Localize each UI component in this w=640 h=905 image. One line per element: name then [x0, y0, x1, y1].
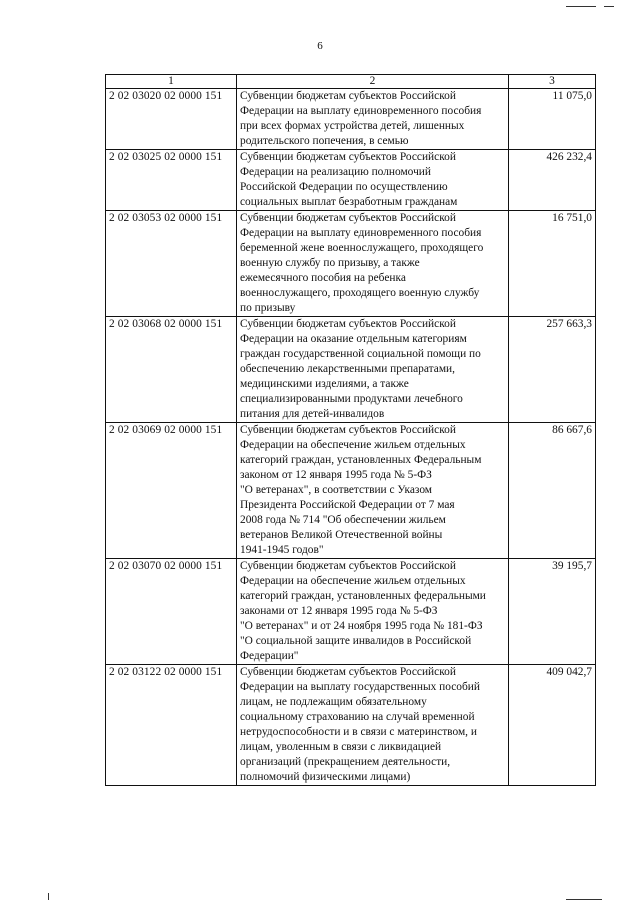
description-cell: Субвенции бюджетам субъектов Российской Федерации на выплату единовременного пособия беременной жене военнослужащего, проходящего военную службу по призыву, а также ежемесячного пособия на ребенка военнослужащего, проходящего военную службу по призыву: [237, 211, 509, 317]
column-header-description: 2: [237, 75, 509, 89]
description-cell: Субвенции бюджетам субъектов Российской Федерации на выплату государственных пособий лицам, не подлежащим обязательному социальному страхованию на случай временной нетрудоспособности и в связи с материнством, и лицам, уволенным в связи с ликвидацией организаций (прекращением деятельности, полномочий физическими лицами): [237, 665, 509, 786]
description-cell: Субвенции бюджетам субъектов Российской Федерации на выплату единовременного пособия при всех формах устройства детей, лишенных родительского попечения, в семью: [237, 89, 509, 150]
table-row: [106, 317, 596, 423]
budget-code-cell: 2 02 03069 02 0000 151: [106, 423, 237, 559]
table-row: [106, 150, 596, 211]
budget-code-cell: 2 02 03068 02 0000 151: [106, 317, 237, 423]
amount-cell: 86 667,6: [509, 423, 596, 559]
table-row: [106, 559, 596, 665]
page-number: 6: [317, 40, 323, 52]
amount-cell: 39 195,7: [509, 559, 596, 665]
column-header-code: 1: [106, 75, 237, 89]
scan-artifact-mark: [604, 6, 614, 7]
budget-code-cell: 2 02 03025 02 0000 151: [106, 150, 237, 211]
amount-cell: 409 042,7: [509, 665, 596, 786]
budget-code-cell: 2 02 03070 02 0000 151: [106, 559, 237, 665]
budget-code-cell: 2 02 03020 02 0000 151: [106, 89, 237, 150]
description-cell: Субвенции бюджетам субъектов Российской Федерации на реализацию полномочий Российской Федерации по осуществлению социальных выплат безработным гражданам: [237, 150, 509, 211]
amount-cell: 257 663,3: [509, 317, 596, 423]
amount-cell: 11 075,0: [509, 89, 596, 150]
table-row: [106, 665, 596, 786]
scan-artifact-mark: [48, 893, 49, 900]
description-cell: Субвенции бюджетам субъектов Российской Федерации на обеспечение жильем отдельных категорий граждан, установленных федеральными законами от 12 января 1995 года № 5-ФЗ "О ветеранах" и от 24 ноября 1995 года № 181-ФЗ "О социальной защите инвалидов в Российской Федерации": [237, 559, 509, 665]
table-header-row: [106, 75, 596, 89]
budget-code-cell: 2 02 03053 02 0000 151: [106, 211, 237, 317]
table-row: [106, 423, 596, 559]
scan-artifact-mark: [566, 899, 602, 900]
budget-table: [105, 74, 596, 786]
table-row: [106, 89, 596, 150]
table-row: [106, 211, 596, 317]
column-header-amount: 3: [509, 75, 596, 89]
scan-artifact-mark: [566, 6, 596, 7]
amount-cell: 16 751,0: [509, 211, 596, 317]
description-cell: Субвенции бюджетам субъектов Российской Федерации на оказание отдельным категориям граждан государственной социальной помощи по обеспечению лекарственными препаратами, медицинскими изделиями, а также специализированными продуктами лечебного питания для детей-инвалидов: [237, 317, 509, 423]
amount-cell: 426 232,4: [509, 150, 596, 211]
budget-code-cell: 2 02 03122 02 0000 151: [106, 665, 237, 786]
description-cell: Субвенции бюджетам субъектов Российской Федерации на обеспечение жильем отдельных категорий граждан, установленных Федеральным законом от 12 января 1995 года № 5-ФЗ "О ветеранах", в соответствии с Указом Президента Российской Федерации от 7 мая 2008 года № 714 "Об обеспечении жильем ветеранов Великой Отечественной войны 1941-1945 годов": [237, 423, 509, 559]
